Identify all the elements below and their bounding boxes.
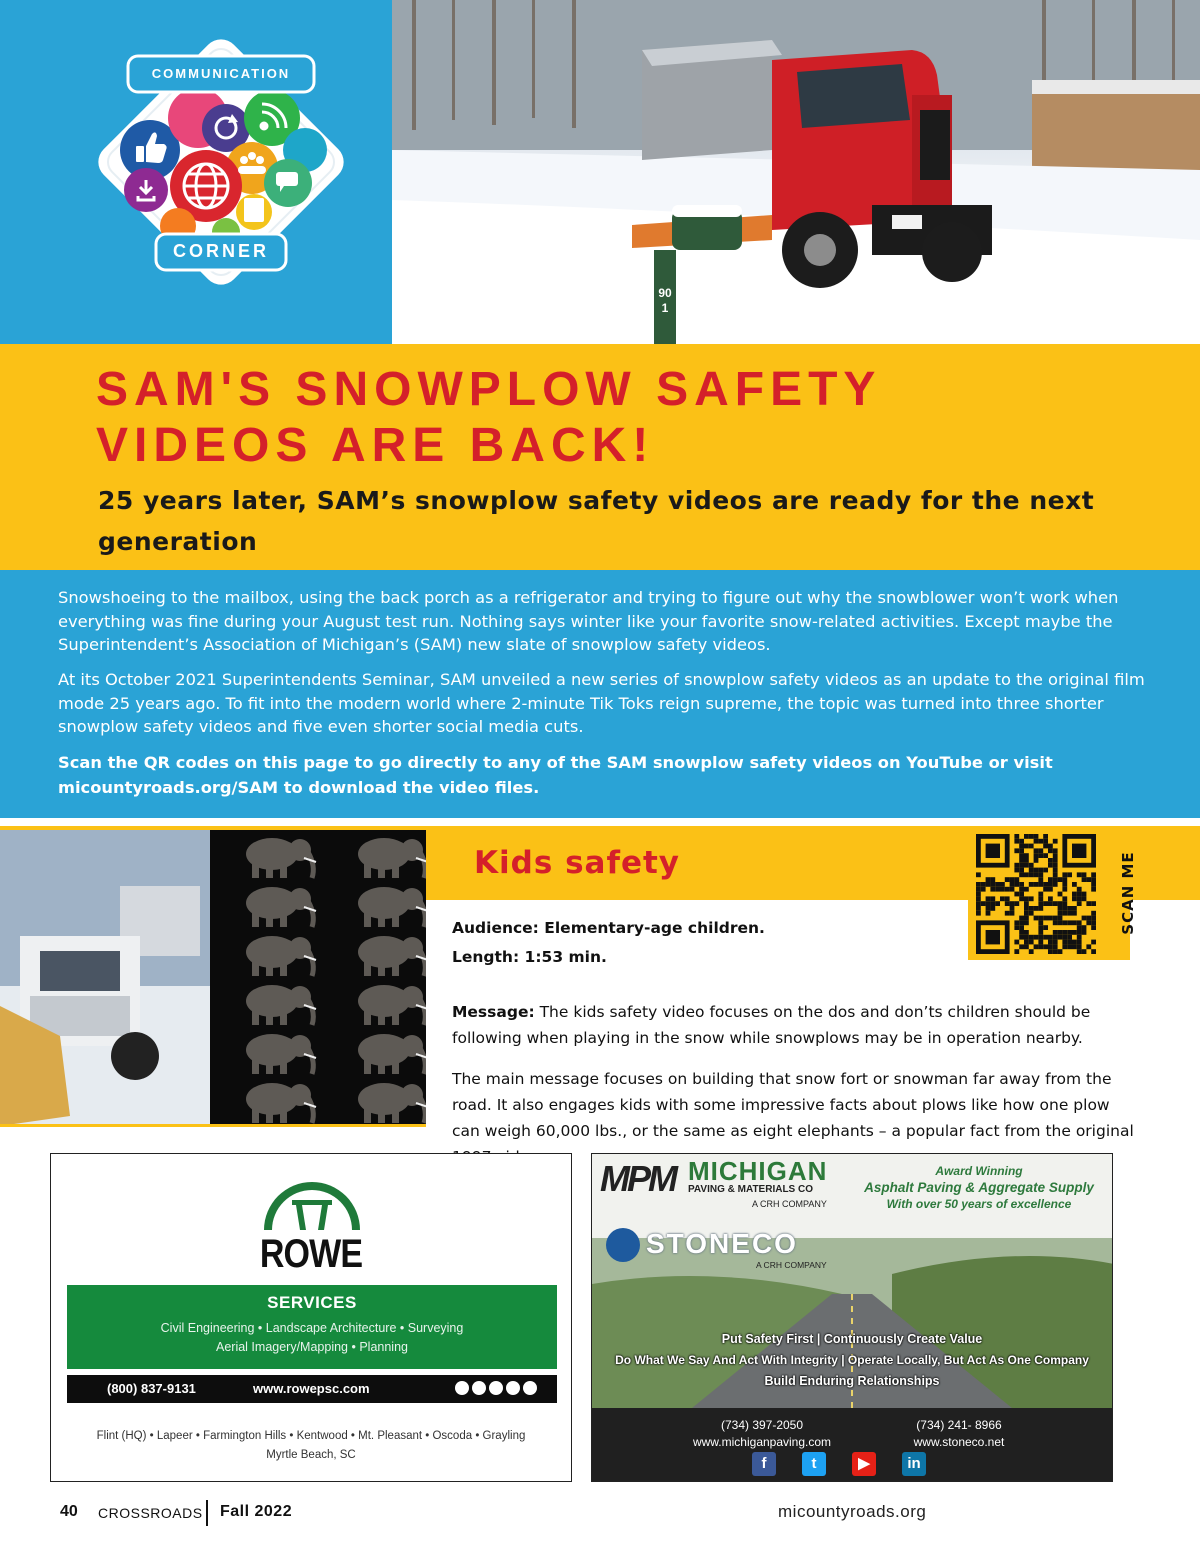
communication-corner-panel [0, 0, 392, 344]
elephant-icon [358, 838, 426, 878]
badge-bottom-label: CORNER [172, 241, 269, 261]
mpm-value-line-3: Build Enduring Relationships [764, 1374, 940, 1388]
mpm-crh-label: A CRH COMPANY [752, 1199, 827, 1209]
mpm-phone-1[interactable]: (734) 397-2050 [720, 1418, 804, 1432]
stoneco-logo-icon [606, 1228, 640, 1262]
rowe-phone[interactable]: (800) 837-9131 [107, 1381, 196, 1396]
rowe-logo-text: ROWE [259, 1232, 363, 1276]
elephant-icon [246, 887, 316, 927]
rowe-locations-line-1: Flint (HQ) • Lapeer • Farmington Hills • Kentwood • Mt. Pleasant • Oscoda • Grayling [96, 1430, 526, 1442]
kids-main-message: The main message focuses on building that snow fort or snowman far away from the road. It also engages kids with some impressive facts about plows like how one plow can weigh 60,000 lbs., or the same as eight elephants – a popular fact from the original [452, 1070, 1134, 1140]
footer-page-number: 40 [60, 1503, 78, 1520]
intro-call-to-action: Scan the QR codes on this page to go directly to any of the SAM snowplow safety videos on YouTube or visit micountyroads.org/SAM to download the video files. [58, 753, 1053, 797]
headline-line-1: SAM'S SNOWPLOW SAFETY [96, 363, 882, 416]
communication-corner-badge [0, 0, 392, 344]
rowe-locations-line-2: Myrtle Beach, SC [266, 1449, 356, 1461]
rowe-social-icons [455, 1381, 537, 1395]
footer-magazine: CROSSROADS [98, 1505, 203, 1521]
elephant-icon [358, 1034, 426, 1074]
intro-paragraph-1: Snowshoeing to the mailbox, using the back porch as a refrigerator and trying to figure out why the snowblower won’t work when everything was fine during your August test run. Nothing says winter like your favorite snow-related activities. Except maybe the Superintendent’s Association of Michigan’s (SAM) new slate of snowplow safety videos. [58, 588, 1119, 654]
rowe-contact-bar [67, 1375, 557, 1403]
mpm-logo-letters: MPM [600, 1158, 675, 1199]
scan-me-label: SCAN ME [1119, 851, 1137, 935]
kids-message [452, 999, 1142, 1051]
kids-message-label: Message: [452, 1003, 535, 1021]
kids-message-text: The kids safety video focuses on the dos and don’ts children should be following when playing in the snow while snowplows may be in operation nearby. [452, 1003, 1091, 1047]
footer-url[interactable]: micountyroads.org [778, 1502, 927, 1521]
qr-code-box[interactable] [968, 826, 1130, 960]
mpm-company-name: MICHIGAN [688, 1156, 828, 1186]
white-plow-truck-photo [0, 826, 210, 1126]
document-icon [244, 198, 264, 222]
kids-length: Length: 1:53 min. [452, 948, 607, 966]
elephant-icon [246, 985, 316, 1025]
mpm-value-line-2: Do What We Say And Act With Integrity | Operate Locally, But Act As One Company [615, 1353, 1089, 1367]
snowplow-hero-photo [392, 0, 1200, 344]
elephant-icon [358, 936, 426, 976]
mpm-value-line-1: Put Safety First | Continuously Create Value [721, 1332, 983, 1346]
elephants-graphic [210, 826, 426, 1126]
qr-code[interactable] [976, 834, 1096, 954]
linkedin-icon[interactable]: in [902, 1452, 926, 1476]
mpm-tagline-1: Award Winning [935, 1164, 1023, 1178]
elephant-icon [358, 985, 426, 1025]
elephant-icon [246, 1083, 316, 1123]
elephant-icon [358, 1083, 426, 1123]
elephant-icon [246, 1034, 316, 1074]
headline-line-2: VIDEOS ARE BACK! [96, 419, 655, 472]
stoneco-crh-label: A CRH COMPANY [756, 1260, 827, 1270]
badge-top-label: COMMUNICATION [151, 66, 291, 81]
rowe-website[interactable]: www.rowepsc.com [253, 1381, 370, 1396]
rowe-services-line-2: Aerial Imagery/Mapping • Planning [216, 1340, 408, 1354]
subheadline: 25 years later, SAM’s snowplow safety videos are ready for the next generation [98, 486, 1095, 556]
mpm-website-2[interactable]: www.stoneco.net [913, 1435, 1005, 1449]
rowe-services-line-1: Civil Engineering • Landscape Architecture • Surveying [160, 1321, 464, 1335]
facebook-icon[interactable]: f [752, 1452, 776, 1476]
mpm-tagline-3: With over 50 years of excellence [886, 1197, 1072, 1211]
kids-safety-title: Kids safety [474, 845, 680, 881]
footer-divider [206, 1500, 208, 1526]
headline-band [0, 344, 1200, 570]
snowplow-truck-illustration [392, 0, 1200, 344]
intro-paragraph-2: At its October 2021 Superintendents Seminar, SAM unveiled a new series of snowplow safety videos as an update to the original film mode 25 years ago. To fit into the modern world where 2-minute Tik Toks reign supreme, the topic was turned into three shorter snowplow safety videos and five even shorter social media cuts. [58, 670, 1145, 736]
twitter-icon[interactable]: t [802, 1452, 826, 1476]
mpm-phone-2[interactable]: (734) 241- 8966 [916, 1418, 1002, 1432]
elephant-icon [358, 887, 426, 927]
intro-band [0, 570, 1200, 818]
twitter-icon[interactable] [489, 1381, 503, 1395]
elephant-icon [246, 838, 316, 878]
facebook-icon[interactable] [455, 1381, 469, 1395]
instagram-icon[interactable] [472, 1381, 486, 1395]
mpm-website-1[interactable]: www.michiganpaving.com [692, 1435, 832, 1449]
elephant-icon [246, 936, 316, 976]
michigan-paving-advertisement[interactable] [591, 1153, 1113, 1482]
linkedin-icon[interactable] [523, 1381, 537, 1395]
kids-divider-line [0, 1124, 426, 1127]
rowe-logo-icon [262, 1174, 362, 1234]
youtube-icon[interactable] [506, 1381, 520, 1395]
youtube-icon[interactable]: ▶ [852, 1452, 876, 1476]
footer-issue: Fall 2022 [220, 1503, 293, 1520]
rowe-advertisement[interactable] [50, 1153, 572, 1482]
rowe-services-panel [67, 1285, 557, 1369]
kids-audience: Audience: Elementary-age children. [452, 919, 765, 937]
mpm-tagline-2: Asphalt Paving & Aggregate Supply [864, 1180, 1094, 1195]
stoneco-name: STONECO [646, 1228, 798, 1259]
rowe-services-title: SERVICES [267, 1293, 357, 1312]
mpm-company-subtitle: PAVING & MATERIALS CO [688, 1184, 813, 1195]
mpm-social-icons [752, 1452, 926, 1476]
mailbox-number: 901 [658, 286, 672, 315]
